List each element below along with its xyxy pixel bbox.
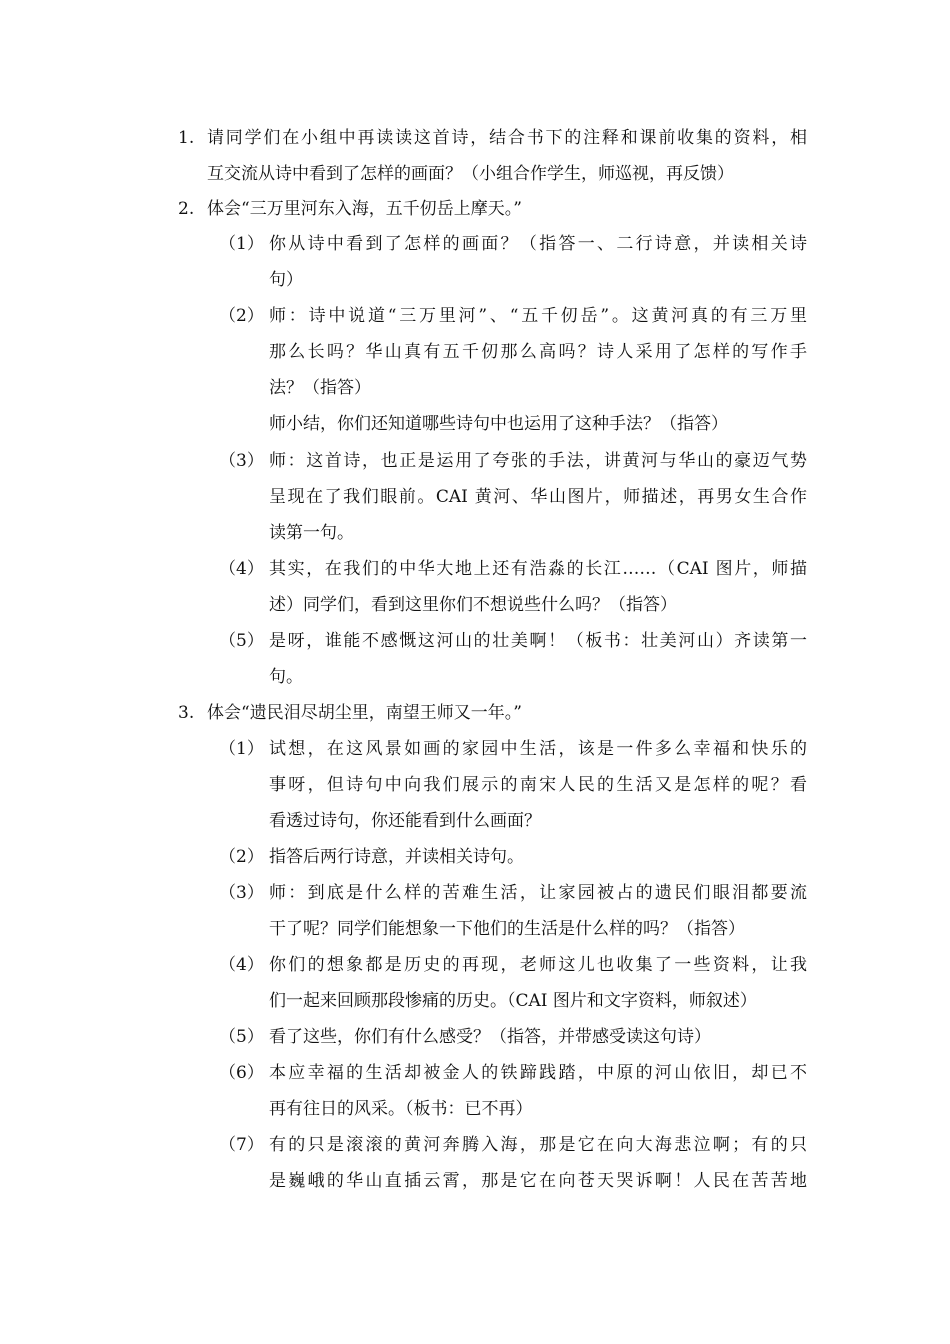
paragraph-line: 你们的想象都是历史的再现，老师这儿也收集了一些资料，让我 — [269, 955, 807, 975]
subitem-number: （1） — [219, 739, 264, 759]
subitem-number: （4） — [219, 559, 264, 579]
item-number: 1. — [178, 128, 195, 148]
paragraph-line: 请同学们在小组中再读读这首诗，结合书下的注释和课前收集的资料，相 — [207, 128, 807, 148]
paragraph-line: 事呀，但诗句中向我们展示的南宋人民的生活又是怎样的呢？看 — [269, 775, 807, 795]
paragraph-line: 看透过诗句，你还能看到什么画面？ — [269, 811, 541, 831]
paragraph-line: 有的只是滚滚的黄河奔腾入海，那是它在向大海悲泣啊；有的只 — [269, 1135, 807, 1155]
paragraph-line: 是巍峨的华山直插云霄，那是它在向苍天哭诉啊！人民在苦苦地 — [269, 1171, 807, 1191]
paragraph-line: 师：诗中说道“三万里河”、“五千仞岳”。这黄河真的有三万里 — [269, 306, 807, 326]
paragraph-line: 那么长吗？华山真有五千仞那么高吗？诗人采用了怎样的写作手 — [269, 342, 807, 362]
paragraph-line: 本应幸福的生活却被金人的铁蹄践踏，中原的河山依旧，却已不 — [269, 1063, 807, 1083]
subitem-number: （2） — [219, 847, 264, 867]
subitem-number: （6） — [219, 1063, 264, 1083]
subitem-number: （5） — [219, 1027, 264, 1047]
paragraph-line: 师：这首诗，也正是运用了夸张的手法，讲黄河与华山的豪迈气势 — [269, 451, 807, 471]
paragraph-line: 试想，在这风景如画的家园中生活，该是一件多么幸福和快乐的 — [269, 739, 807, 759]
subitem-number: （5） — [219, 631, 264, 651]
subitem-number: （2） — [219, 306, 264, 326]
paragraph-line: 其实，在我们的中华大地上还有浩淼的长江……（CAI 图片，师描 — [269, 559, 807, 579]
section-heading: 体会“遗民泪尽胡尘里，南望王师又一年。” — [207, 703, 522, 723]
paragraph-line: 呈现在了我们眼前。CAI 黄河、华山图片，师描述，再男女生合作 — [269, 487, 807, 507]
section-heading: 体会“三万里河东入海，五千仞岳上摩天。” — [207, 199, 522, 219]
paragraph-line: 法？（指答） — [269, 378, 371, 398]
paragraph-line: 你从诗中看到了怎样的画面？（指答一、二行诗意，并读相关诗 — [269, 234, 807, 254]
paragraph-line: 师：到底是什么样的苦难生活，让家园被占的遗民们眼泪都要流 — [269, 883, 807, 903]
paragraph-line: 句） — [269, 270, 303, 290]
item-number: 2. — [178, 199, 195, 219]
paragraph-line: 干了呢？同学们能想象一下他们的生活是什么样的吗？（指答） — [269, 919, 745, 939]
subitem-number: （3） — [219, 451, 264, 471]
paragraph-line: 再有往日的风采。（板书：已不再） — [269, 1099, 533, 1119]
paragraph-line: 指答后两行诗意，并读相关诗句。 — [269, 847, 524, 867]
subitem-number: （3） — [219, 883, 264, 903]
paragraph-line: 句。 — [269, 667, 303, 687]
paragraph-line: 看了这些，你们有什么感受？（指答，并带感受读这句诗） — [269, 1027, 711, 1047]
paragraph-line: 述）同学们，看到这里你们不想说些什么吗？（指答） — [269, 595, 677, 615]
paragraph-line: 互交流从诗中看到了怎样的画面？（小组合作学生，师巡视，再反馈） — [207, 164, 734, 184]
paragraph-line: 师小结，你们还知道哪些诗句中也运用了这种手法？（指答） — [269, 414, 728, 434]
paragraph-line: 读第一句。 — [269, 523, 354, 543]
paragraph-line: 们一起来回顾那段惨痛的历史。（CAI 图片和文字资料，师叙述） — [269, 991, 757, 1011]
subitem-number: （7） — [219, 1135, 264, 1155]
item-number: 3. — [178, 703, 195, 723]
subitem-number: （1） — [219, 234, 264, 254]
paragraph-line: 是呀，谁能不感慨这河山的壮美啊！（板书：壮美河山）齐读第一 — [269, 631, 807, 651]
subitem-number: （4） — [219, 955, 264, 975]
